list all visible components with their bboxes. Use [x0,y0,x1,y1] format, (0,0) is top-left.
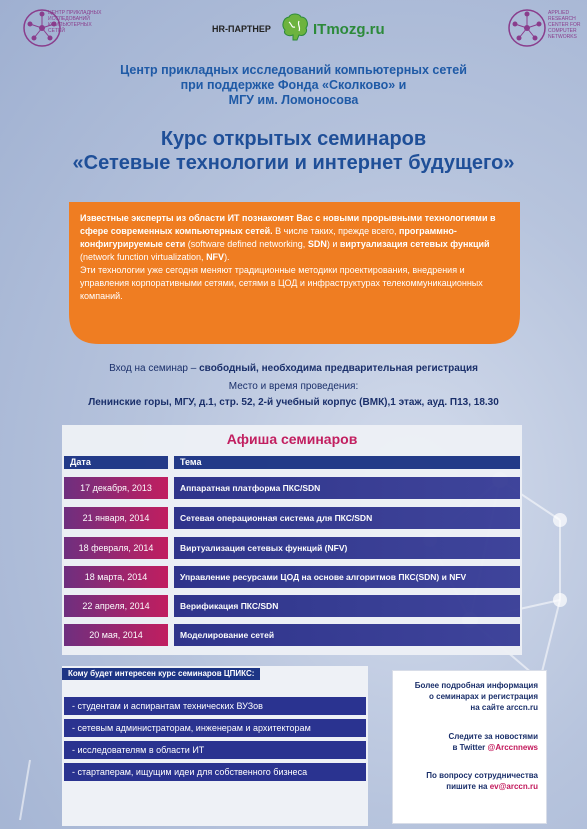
schedule-row-topic: Управление ресурсами ЦОД на основе алгоритмов ПКС(SDN) и NFV [174,566,520,588]
intro-s1: Известные эксперты из области ИТ познакомят Вас с новыми прорывными технологиями в сфере современных компьютерных сетей. [80,213,496,236]
schedule-row-topic: Верификация ПКС/SDN [174,595,520,617]
intro-s7: виртуализация сетевых функций [339,239,490,249]
audience-item: - студентам и аспирантам технических ВУЗов [64,697,366,715]
schedule-title: Афиша семинаров [226,431,358,447]
audience-item: - стартаперам, ищущим идеи для собственного бизнеса [64,763,366,781]
entry-bold: свободный, необходима предварительная регистрация [199,363,478,374]
schedule-header-date: Дата [64,456,168,469]
intro-s2: В числе таких, прежде всего, [272,226,399,236]
brain-icon [279,12,311,42]
schedule-row-date: 18 февраля, 2014 [64,537,168,559]
intro-s9: NFV [206,252,225,262]
audience-item: - исследователям в области ИТ [64,741,366,759]
entry-info [0,363,587,374]
more-info-line-1: Более подробная информация [414,681,538,690]
schedule-row-topic: Сетевая операционная система для ПКС/SDN [174,507,520,529]
email-link[interactable]: ev@arccn.ru [489,782,538,791]
course-title [0,127,587,175]
schedule-row-date: 21 января, 2014 [64,507,168,529]
contact-info-box [392,670,547,824]
intro-s5: SDN [307,239,327,249]
schedule-row-topic: Моделирование сетей [174,624,520,646]
schedule-row-date: 17 декабря, 2013 [64,477,168,499]
place-label: Место и время проведения: [228,381,359,392]
intro-s3: программно-конфигурируемые сети [80,226,457,249]
intro-s4: (software defined networking, [185,239,308,249]
organizer-block [0,63,587,108]
coop-line-1: По вопросу сотрудничества [426,771,538,780]
intro-s6: ) и [326,239,340,249]
schedule-panel [62,425,522,655]
place-value: Ленинские горы, МГУ, д.1, стр. 52, 2-й учебный корпус (ВМК),1 этаж, ауд. П13, 18.30 [88,397,499,408]
intro-s8: (network function virtualization, [80,252,207,262]
organizer-line-3: МГУ им. Ломоносова [228,93,359,107]
intro-paragraph-2: Эти технологии уже сегодня меняют традиционные методики проектирования, внедрения и управления корпоративными сетями, сетями в ЦОД и инфраструктурах телекоммуникационных компаний. [80,265,483,301]
organizer-line-1: Центр прикладных исследований компьютерных сетей [120,63,467,77]
site-link[interactable]: arccn.ru [506,703,538,712]
follow-line-1: Следите за новостями [448,732,538,741]
schedule-header-topic: Тема [174,456,520,469]
twitter-link[interactable]: @Arccnnews [487,743,538,752]
intro-s10: ). [224,252,230,262]
coop-prefix: пишите на [446,782,490,791]
coop-line-2 [393,782,546,792]
schedule-row-date: 22 апреля, 2014 [64,595,168,617]
schedule-row-date: 18 марта, 2014 [64,566,168,588]
course-title-line-1: Курс открытых семинаров [160,128,427,150]
organizer-line-2: при поддержке Фонда «Сколково» и [180,78,407,92]
schedule-row-date: 20 мая, 2014 [64,624,168,646]
follow-line-2 [393,743,546,753]
schedule-row-topic: Виртуализация сетевых функций (NFV) [174,537,520,559]
intro-paragraph-1 [80,212,510,264]
more-info-line-3 [393,703,546,713]
arccn-logo-icon [505,8,549,48]
intro-text [80,212,510,303]
entry-prefix: Вход на семинар – [109,363,200,374]
audience-item: - сетевым администраторам, инженерам и архитекторам [64,719,366,737]
more-info-prefix: на сайте [470,703,507,712]
more-info-line-2: о семинарах и регистрация [429,692,538,701]
follow-prefix: в Twitter [452,743,488,752]
hr-partner-label: HR-ПАРТНЕР [212,24,271,34]
audience-title: Кому будет интересен курс семинаров ЦПИКС: [62,668,260,680]
itmozg-brand: ITmozg.ru [313,21,385,38]
course-title-line-2: «Сетевые технологии и интернет будущего» [72,152,515,174]
left-logo-text: ЦЕНТР ПРИКЛАДНЫХ ИССЛЕДОВАНИЙ КОМПЬЮТЕРНЫХ СЕТЕЙ [48,10,102,34]
schedule-row-topic: Аппаратная платформа ПКС/SDN [174,477,520,499]
right-logo-text: APPLIED RESEARCH CENTER FOR COMPUTER NETWORKS [548,10,581,40]
